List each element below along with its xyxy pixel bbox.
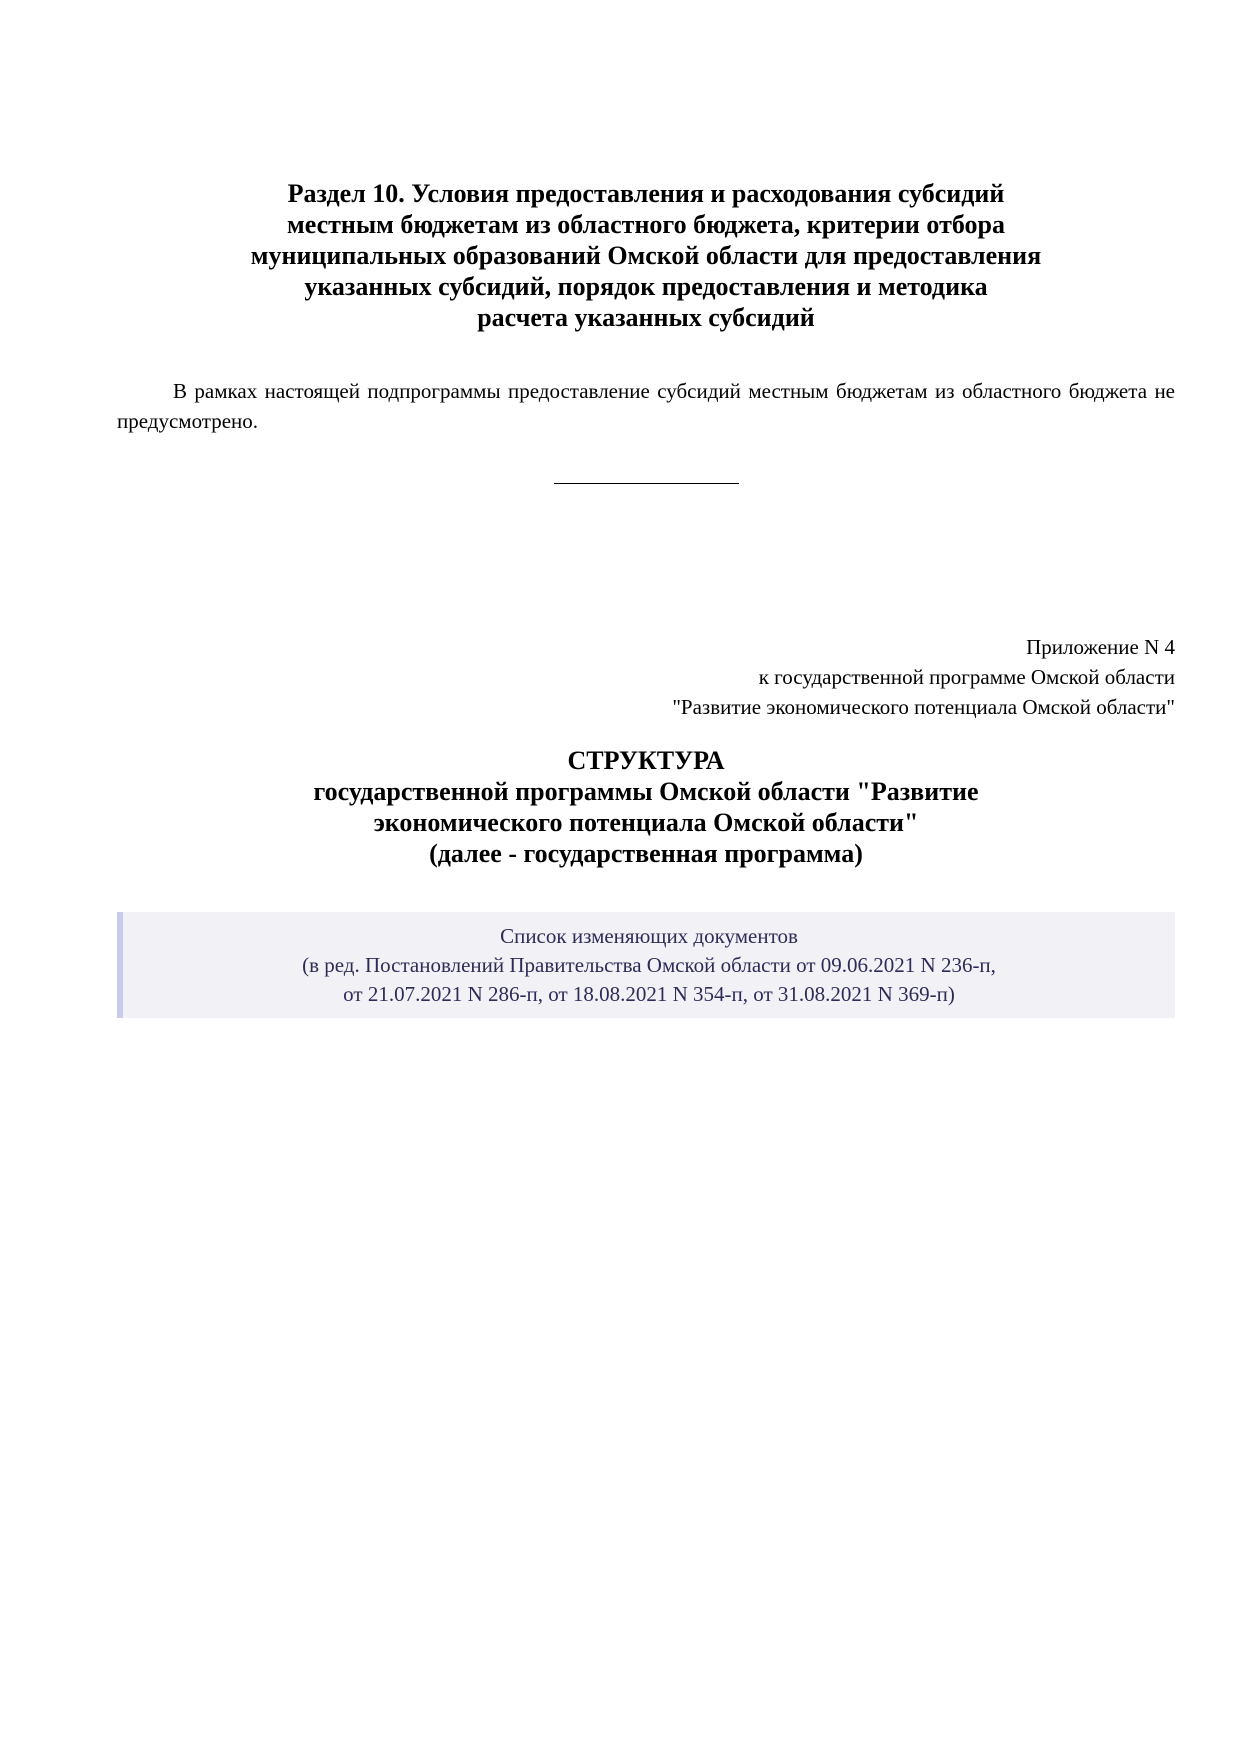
heading-line: СТРУКТУРА [567,746,725,775]
heading-line: муниципальных образований Омской области для предоставления [250,241,1042,270]
appendix-line: к государственной программе Омской области [758,665,1175,689]
amending-documents-box [117,912,1175,1018]
amending-documents-title: Список изменяющих документов [500,924,798,948]
section-10-paragraph: В рамках настоящей подпрограммы предоставление субсидий местным бюджетам из областного бюджета не предусмотрено. [117,379,1175,433]
section-divider [554,483,739,484]
heading-line: государственной программы Омской области "Развитие [313,777,979,806]
heading-line: местным бюджетам из областного бюджета, критерии отбора [287,210,1005,239]
section-10-heading [117,178,1175,333]
amending-documents-line: (в ред. Постановлений Правительства Омской области от 09.06.2021 N 236-п, [302,953,996,977]
heading-line: расчета указанных субсидий [477,303,815,332]
appendix-caption [500,632,1175,722]
heading-line: Раздел 10. Условия предоставления и расходования субсидий [287,179,1005,208]
amending-documents-line: от 21.07.2021 N 286-п, от 18.08.2021 N 354-п, от 31.08.2021 N 369-п) [343,982,955,1006]
appendix-line: Приложение N 4 [1026,635,1175,659]
structure-heading [117,745,1175,869]
heading-line: указанных субсидий, порядок предоставления и методика [304,272,988,301]
heading-line: (далее - государственная программа) [429,839,863,868]
heading-line: экономического потенциала Омской области" [373,808,919,837]
appendix-line: "Развитие экономического потенциала Омской области" [672,695,1175,719]
